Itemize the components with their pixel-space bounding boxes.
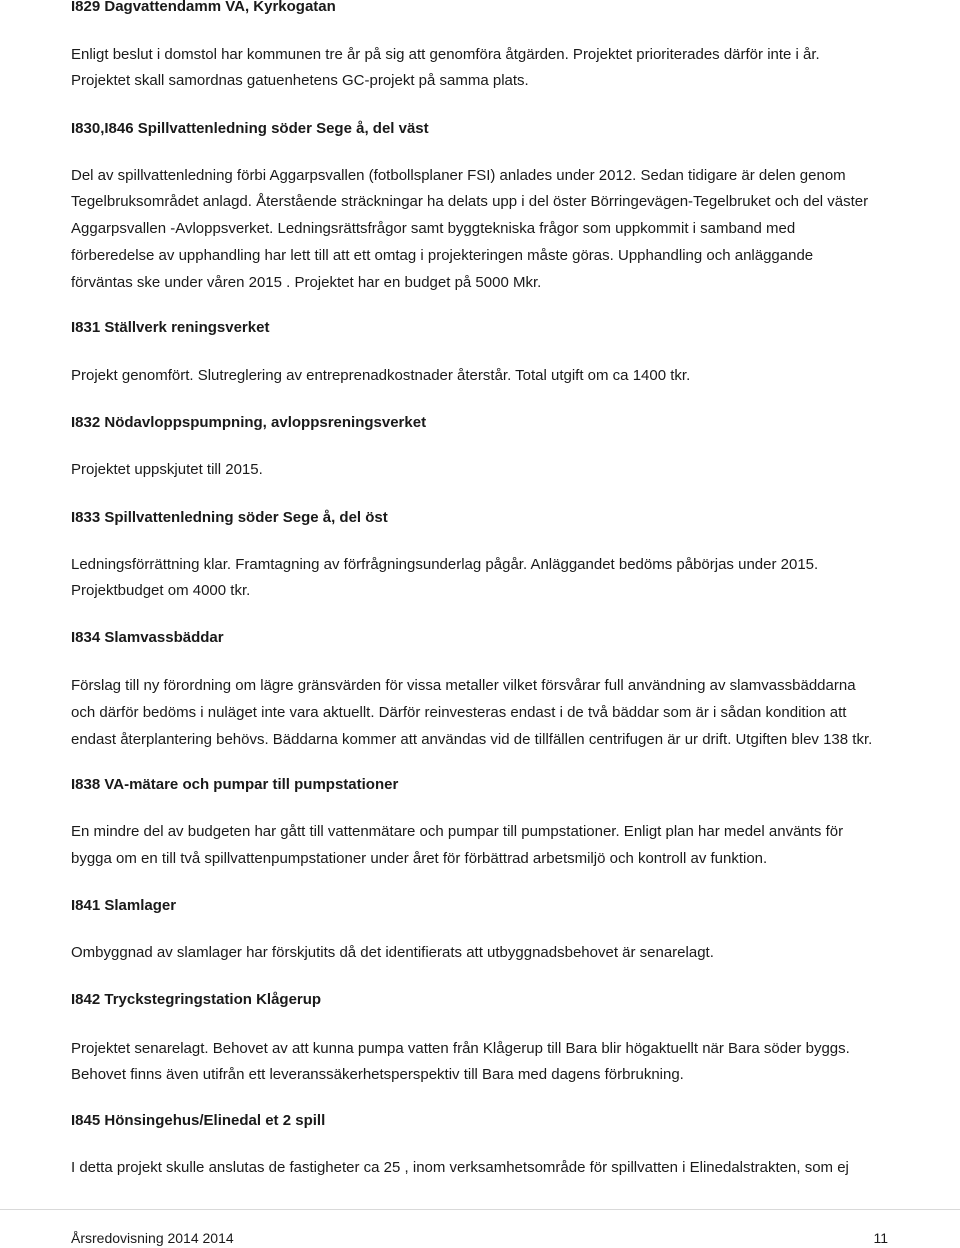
section-heading-i842: I842 Tryckstegringstation Klågerup xyxy=(71,991,322,1008)
paragraph-line: förberedelse av upphandling har lett till att ett omtag i projekteringen måste göras. Upphandling och anläggande xyxy=(71,247,814,264)
section-heading-i831: I831 Ställverk reningsverket xyxy=(71,319,270,336)
paragraph-line: Ombyggnad av slamlager har förskjutits då det identifierats att utbyggnadsbehovet är senarelagt. xyxy=(71,944,714,961)
paragraph-line: Projektet skall samordnas gatuenhetens GC-projekt på samma plats. xyxy=(71,72,529,89)
section-heading-i845: I845 Hönsingehus/Elinedal et 2 spill xyxy=(71,1112,326,1129)
paragraph-line: Ledningsförrättning klar. Framtagning av förfrågningsunderlag pågår. Anläggandet bedöms påbörjas under 2015. xyxy=(71,556,819,573)
paragraph-line: Tegelbruksområdet anlagd. Återstående sträckningar ha delats upp i del öster Börringevägen-Tegelbruket och del väster xyxy=(71,193,869,210)
paragraph-line: förväntas ske under våren 2015 . Projektet har en budget på 5000 Mkr. xyxy=(71,274,542,291)
paragraph-line: Projekt genomfört. Slutreglering av entreprenadkostnader återstår. Total utgift om ca 1400 tkr. xyxy=(71,367,691,384)
footer-divider xyxy=(0,1209,960,1210)
paragraph-line: Projektet uppskjutet till 2015. xyxy=(71,461,263,478)
section-heading-i832: I832 Nödavloppspumpning, avloppsreningsverket xyxy=(71,414,427,431)
paragraph-line: Projektbudget om 4000 tkr. xyxy=(71,582,251,599)
paragraph-line: Behovet finns även utifrån ett leveranssäkerhetsperspektiv till Bara med dagens förbrukning. xyxy=(71,1066,684,1083)
paragraph-line: Del av spillvattenledning förbi Aggarpsvallen (fotbollsplaner FSI) anlades under 2012. Sedan tidigare är delen genom xyxy=(71,167,846,184)
paragraph-line: I detta projekt skulle anslutas de fastigheter ca 25 , inom verksamhetsområde för spillvatten i Elinedalstrakten, som ej xyxy=(71,1159,849,1176)
paragraph-line: Aggarpsvallen -Avloppsverket. Ledningsrättsfrågor samt byggtekniska frågor som uppkommit i samband med xyxy=(71,220,796,237)
section-heading-i841: I841 Slamlager xyxy=(71,897,177,914)
section-heading-i830: I830,I846 Spillvattenledning söder Sege å, del väst xyxy=(71,120,429,137)
paragraph-line: endast återplantering behövs. Bäddarna kommer att användas vid de tillfällen centrifugen är ur drift. Utgiften blev 138 tkr. xyxy=(71,731,873,748)
paragraph-line: och därför bedöms i nuläget inte vara aktuellt. Därför reinvesteras endast i de två bäddar som är i sådan kondition att xyxy=(71,704,847,721)
paragraph-line: En mindre del av budgeten har gått till vattenmätare och pumpar till pumpstationer. Enligt plan har medel använts för xyxy=(71,823,844,840)
section-heading-i829: I829 Dagvattendamm VA, Kyrkogatan xyxy=(71,0,336,15)
section-heading-i838: I838 VA-mätare och pumpar till pumpstationer xyxy=(71,776,399,793)
page-number: 11 xyxy=(873,1230,888,1246)
paragraph-line: bygga om en till två spillvattenpumpstationer under året för förbättrad arbetsmiljö och kontroll av funktion. xyxy=(71,850,768,867)
section-heading-i834: I834 Slamvassbäddar xyxy=(71,629,224,646)
paragraph-line: Enligt beslut i domstol har kommunen tre år på sig att genomföra åtgärden. Projektet prioriterades därför inte i år. xyxy=(71,46,820,63)
paragraph-line: Förslag till ny förordning om lägre gränsvärden för vissa metaller vilket försvårar full användning av slamvassbäddarna xyxy=(71,677,856,694)
paragraph-line: Projektet senarelagt. Behovet av att kunna pumpa vatten från Klågerup till Bara blir högaktuellt när Bara söder byggs. xyxy=(71,1040,850,1057)
footer-title: Årsredovisning 2014 2014 xyxy=(71,1230,234,1246)
section-heading-i833: I833 Spillvattenledning söder Sege å, del öst xyxy=(71,509,388,526)
